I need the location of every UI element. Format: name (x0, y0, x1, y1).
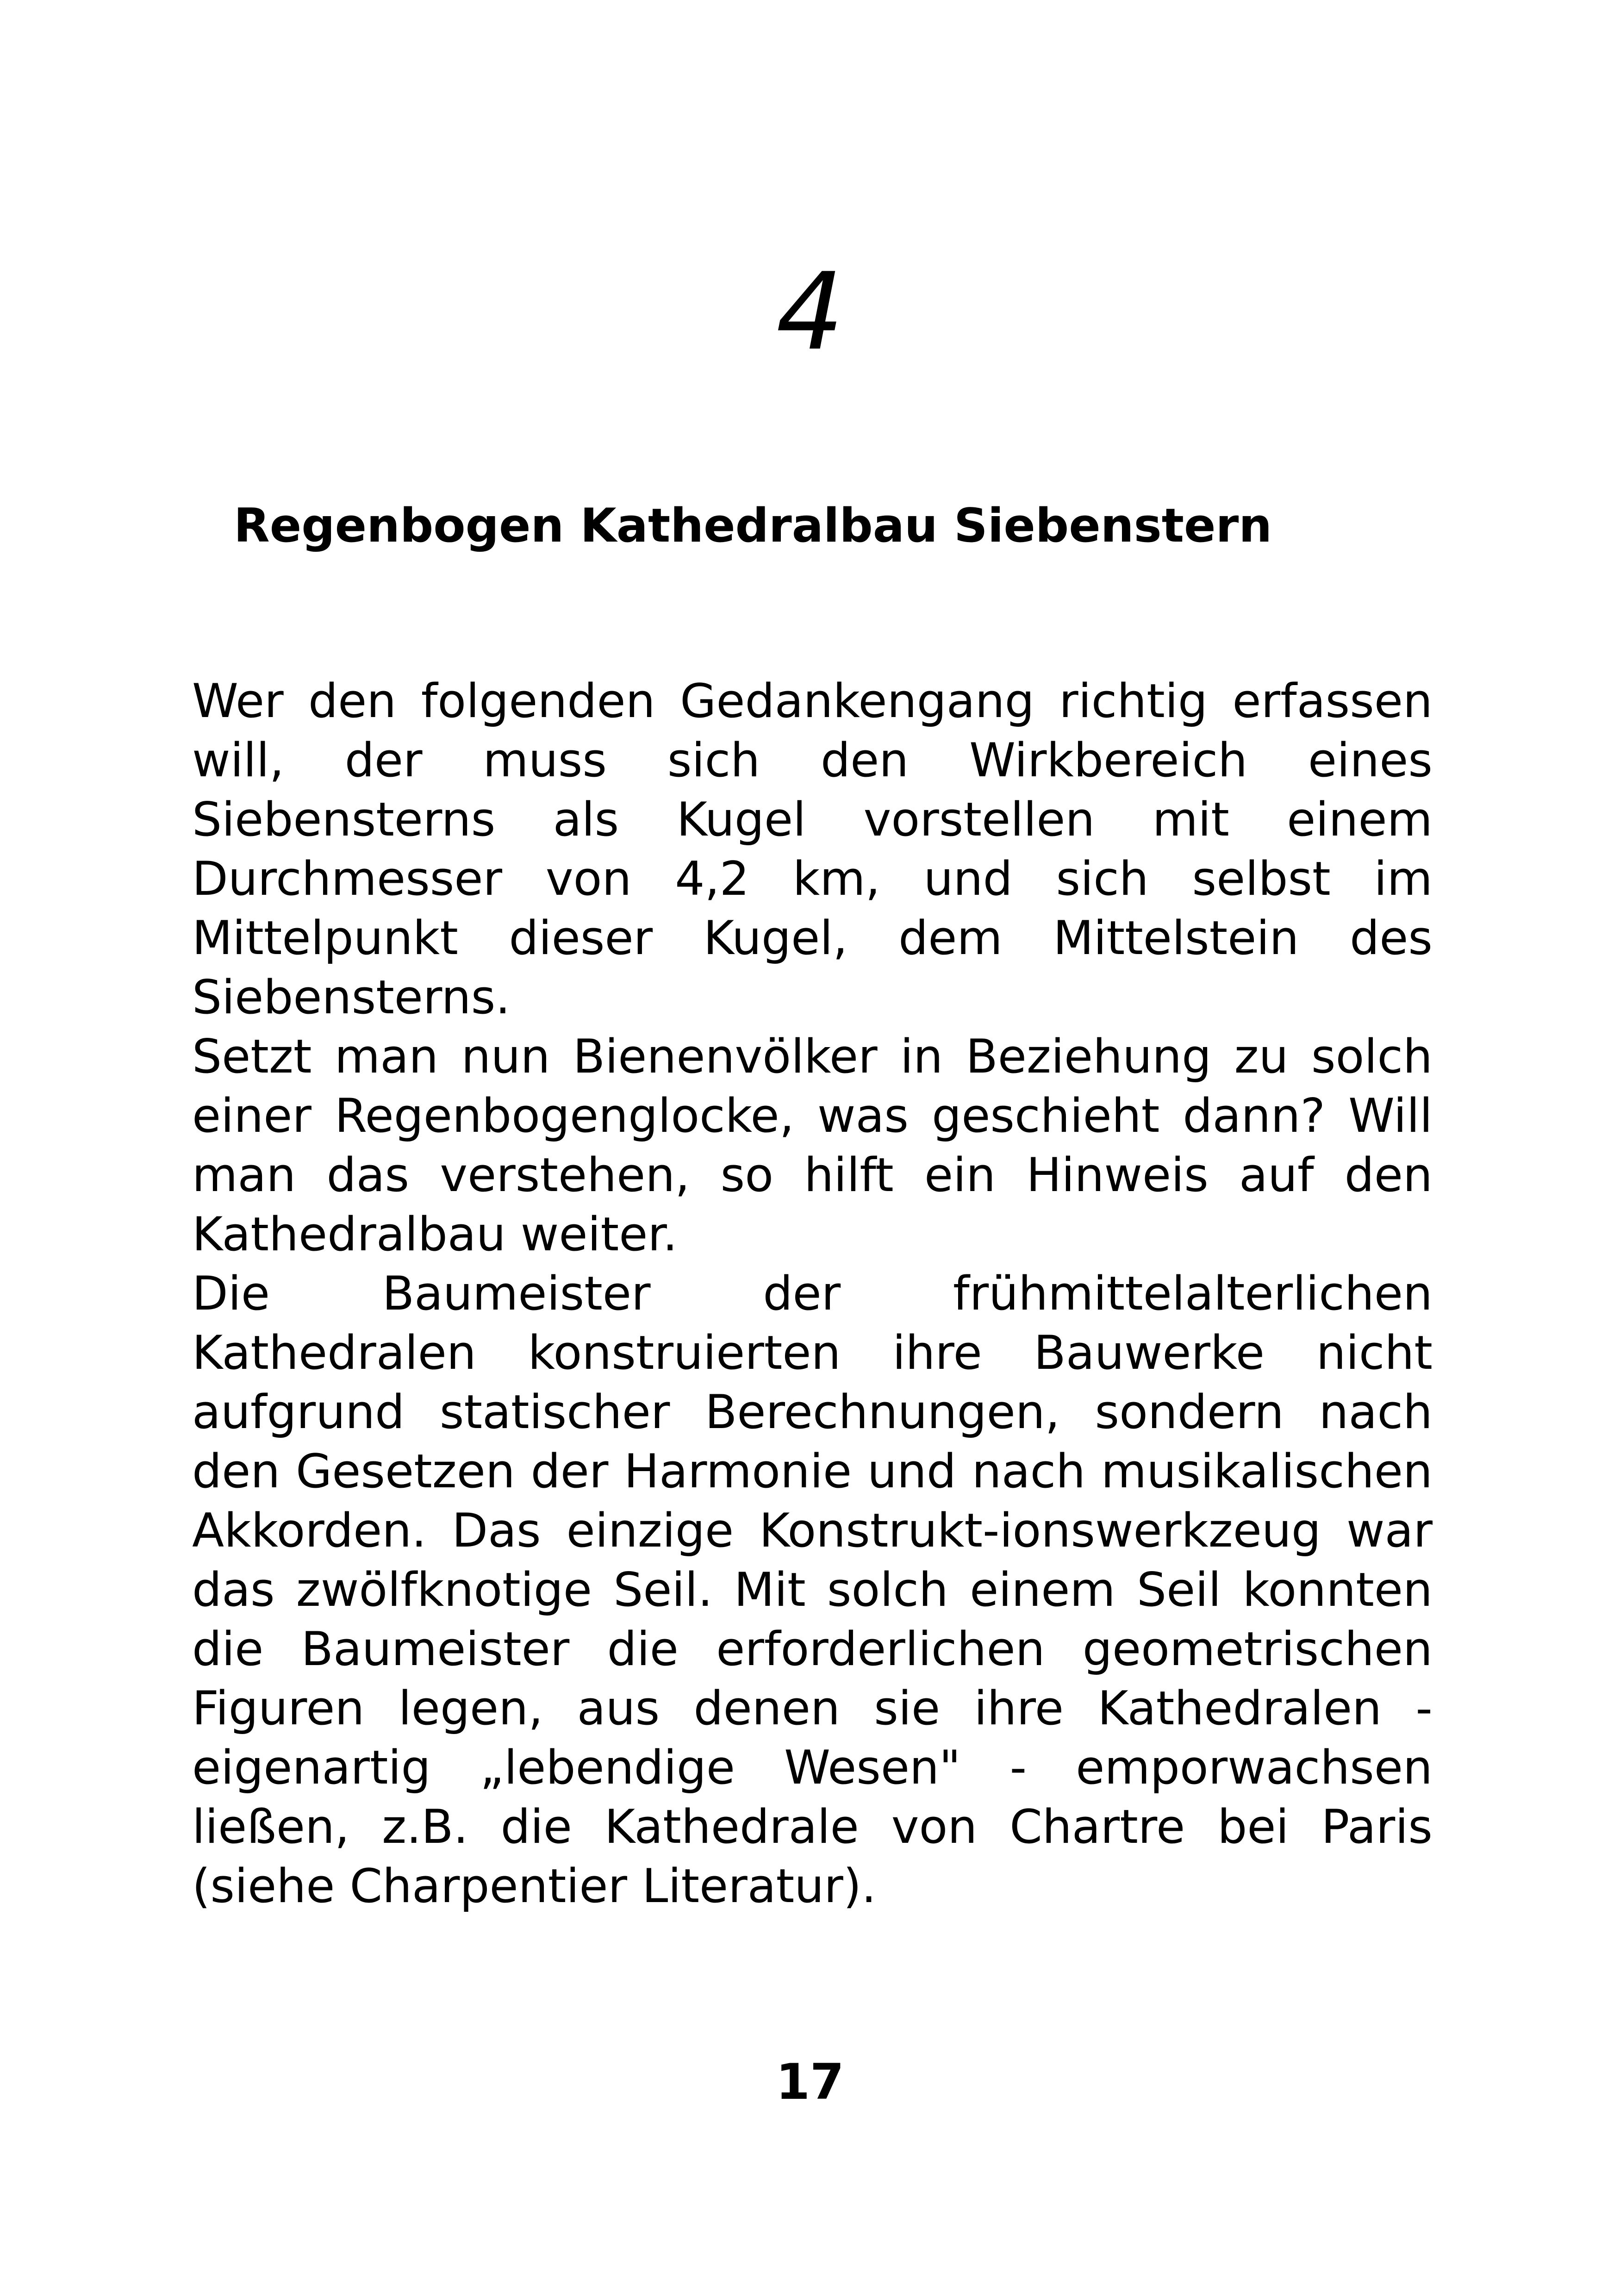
chapter-title: Regenbogen Kathedralbau Siebenstern (234, 498, 1272, 553)
page-number: 17 (776, 2053, 844, 2110)
paragraph: Setzt man nun Bienenvölker in Beziehung zu solch einer Regenbogenglocke, was geschieht dann? Will man das verstehen, so hilft ein Hinweis auf den Kathedralbau weiter. (192, 1029, 1433, 1261)
paragraph: Wer den folgenden Gedankengang richtig erfassen will, der muss sich den Wirkbereich eines Siebensterns als Kugel vorstellen mit einem Durchmesser von 4,2 km, und sich selbst im Mittelpunkt dieser Kugel, dem Mittelstein des Siebensterns. (192, 674, 1433, 1024)
body-text (192, 671, 1433, 1915)
chapter-number: 4 (776, 250, 844, 374)
paragraph: Die Baumeister der frühmittelalterlichen Kathedralen konstruierten ihre Bauwerke nicht aufgrund statischer Berechnungen, sondern nach den Gesetzen der Harmonie und nach musikalischen Akkorden. Das einzige Konstrukt-ionswerkzeug war das zwölfknotige Seil. Mit solch einem Seil konnten die Baumeister die erforderlichen geometrischen Figuren legen, aus denen sie ihre Kathedralen - eigenartig „lebendige Wesen" - emporwachsen ließen, z.B. die Kathedrale von Chartre bei Paris (siehe Charpentier Literatur). (192, 1266, 1433, 1913)
